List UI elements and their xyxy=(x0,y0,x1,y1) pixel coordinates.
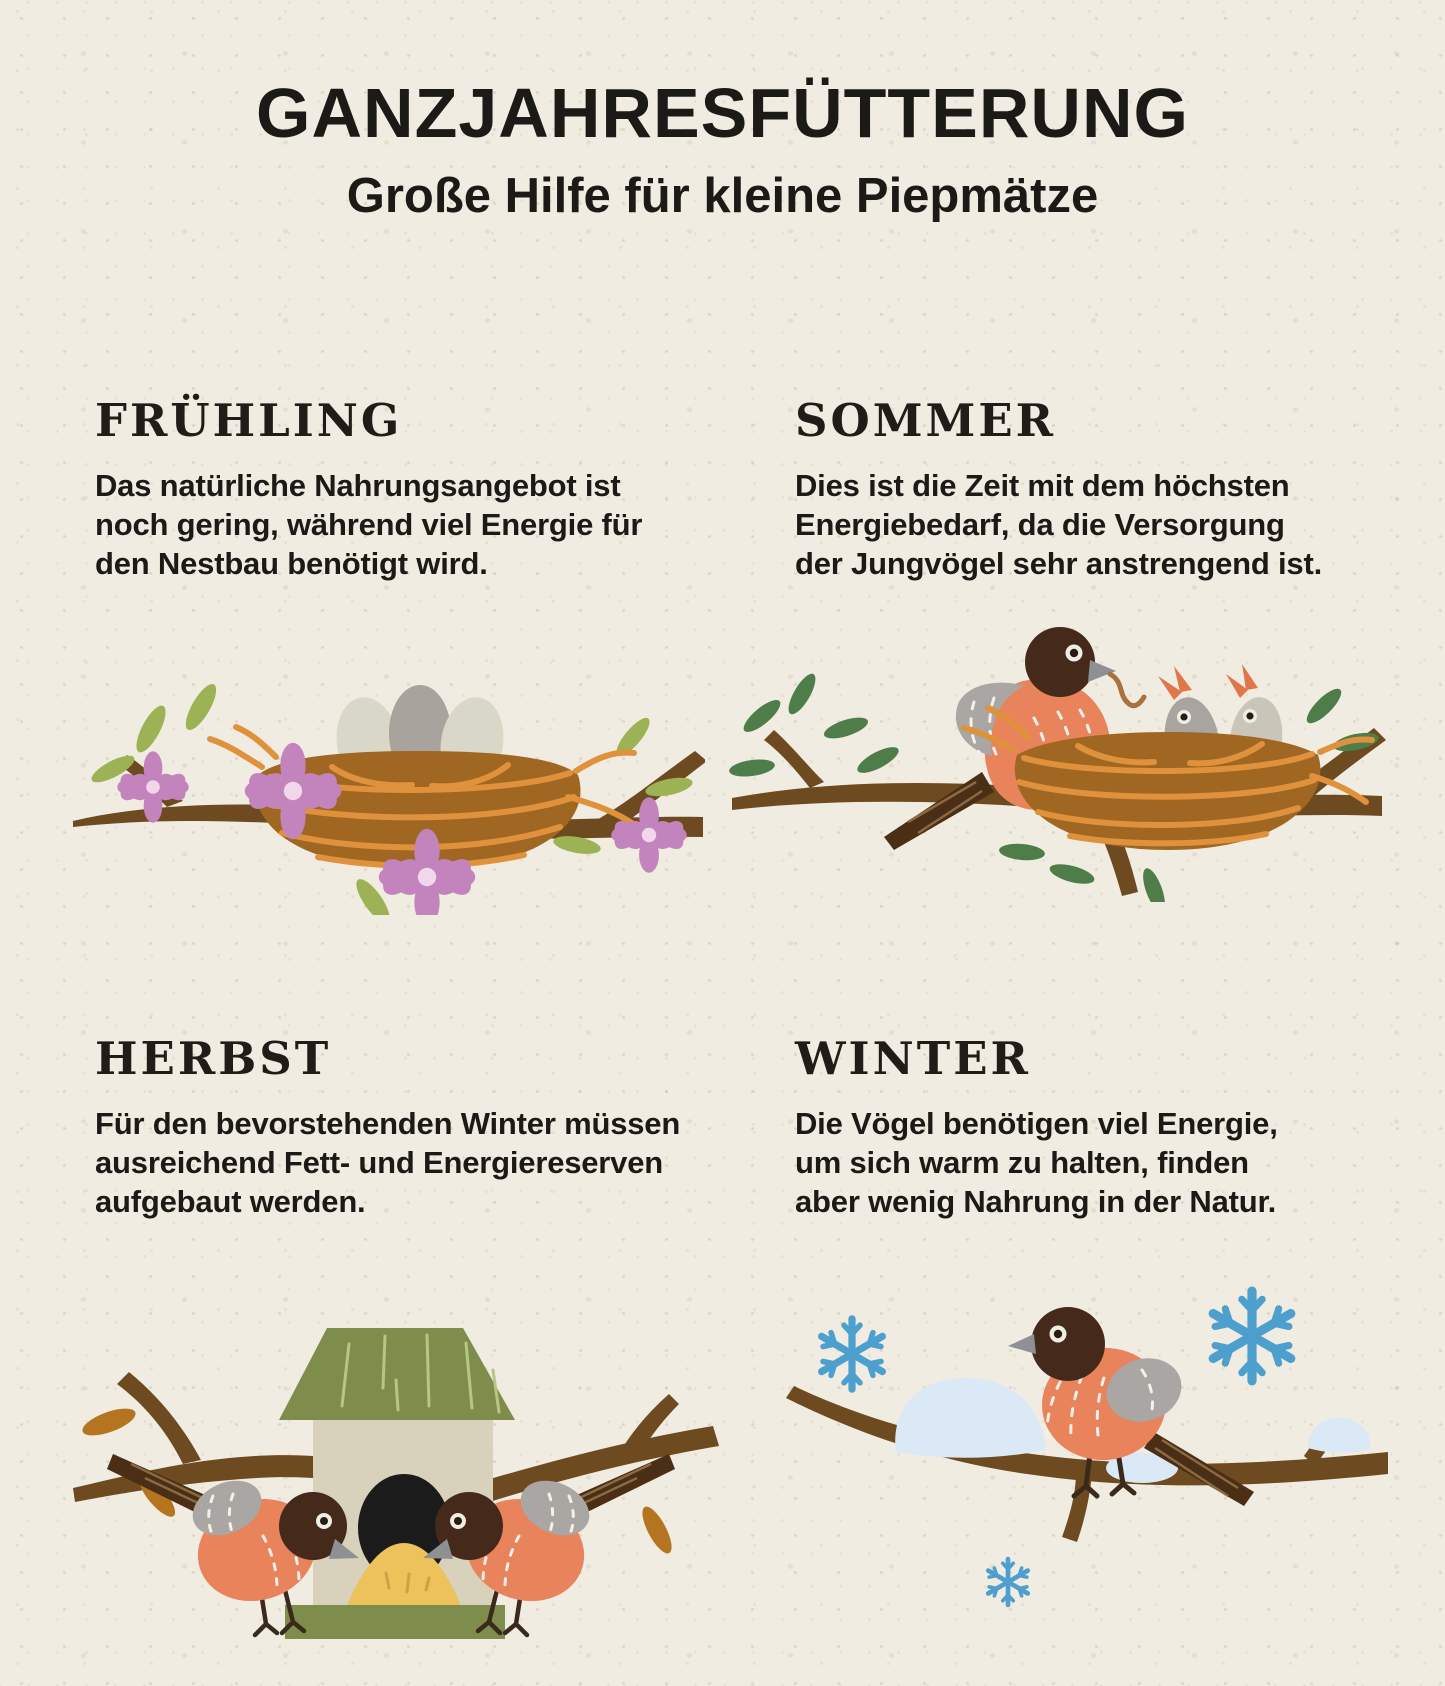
text-herbst xyxy=(95,1104,735,1221)
snowflake-icon xyxy=(988,1559,1028,1605)
text-line: der Jungvögel sehr anstrengend ist. xyxy=(795,546,1323,581)
heading-winter: WINTER xyxy=(795,1032,1031,1085)
text-line: ausreichend Fett- und Energiereserven xyxy=(95,1145,663,1180)
section-herbst xyxy=(95,1032,735,1221)
text-line: um sich warm zu halten, finden xyxy=(795,1145,1249,1180)
spring-nest-eggs-illustration xyxy=(55,645,705,915)
feeder-platform xyxy=(285,1605,505,1639)
text-line: den Nestbau benötigt wird. xyxy=(95,546,488,581)
winter-snowy-branch-illustration xyxy=(730,1240,1410,1620)
summer-feeding-chicks-illustration xyxy=(722,590,1394,902)
text-line: aufgebaut werden. xyxy=(95,1184,366,1219)
section-sommer xyxy=(795,394,1435,583)
text-line: Energiebedarf, da die Versorgung xyxy=(795,507,1285,542)
text-sommer xyxy=(795,466,1435,583)
bird-head xyxy=(1025,627,1095,697)
bird-beak xyxy=(1088,660,1116,682)
heading-herbst: HERBST xyxy=(95,1032,332,1085)
text-fruehling xyxy=(95,466,735,583)
snowflake-icon xyxy=(822,1319,883,1389)
text-line: Das natürliche Nahrungsangebot ist xyxy=(95,468,621,503)
page-subtitle: Große Hilfe für kleine Piepmätze xyxy=(346,169,1099,223)
worm xyxy=(1110,674,1144,706)
heading-sommer: SOMMER xyxy=(795,394,1057,447)
text-line: Für den bevorstehenden Winter müssen xyxy=(95,1106,681,1141)
feeder-house xyxy=(279,1328,515,1639)
autumn-feeder-house-illustration xyxy=(65,1240,725,1660)
text-line: Die Vögel benötigen viel Energie, xyxy=(795,1106,1278,1141)
text-winter xyxy=(795,1104,1435,1221)
heading-fruehling: FRÜHLING xyxy=(95,394,403,447)
bird-head xyxy=(1031,1307,1105,1381)
snowflake-icon xyxy=(1213,1291,1291,1381)
section-fruehling xyxy=(95,394,735,583)
section-winter xyxy=(795,1032,1435,1221)
text-line: Dies ist die Zeit mit dem höchsten xyxy=(795,468,1290,503)
text-line: noch gering, während viel Energie für xyxy=(95,507,643,542)
bird-beak xyxy=(1008,1334,1036,1354)
text-line: aber wenig Nahrung in der Natur. xyxy=(795,1184,1277,1219)
page-title: GANZJAHRESFÜTTERUNG xyxy=(256,74,1189,152)
